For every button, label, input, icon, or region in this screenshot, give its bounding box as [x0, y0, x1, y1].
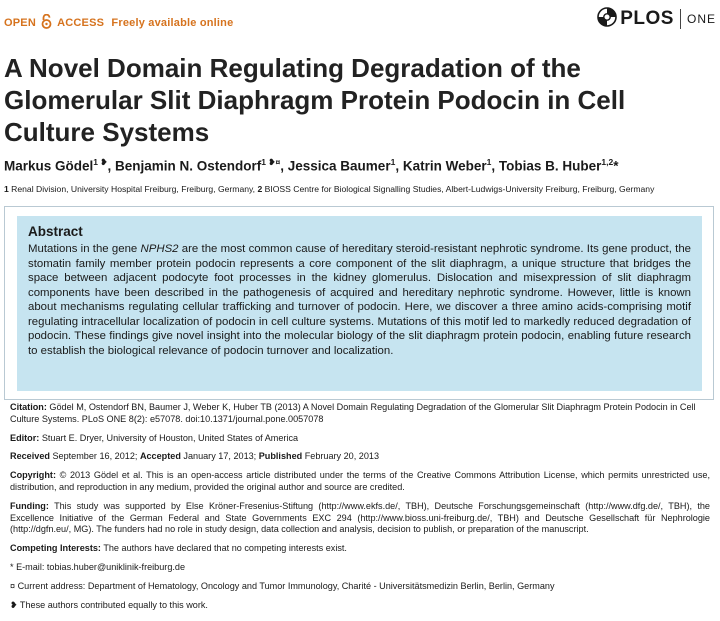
author-affil-mark: 1,2 — [601, 157, 614, 167]
author-affil-mark: 1 — [486, 157, 492, 167]
author-name: Jessica Baumer — [287, 158, 391, 174]
open-lock-icon — [41, 14, 52, 32]
open-label: OPEN — [4, 17, 36, 29]
affil-number: 2 — [257, 184, 263, 194]
author-affil-mark: 1 ❥ — [93, 157, 108, 167]
current-address: ¤ Current address: Department of Hematology, Oncology and Tumor Immunology, Charité - Universitätsmedizin Berlin, Berlin, Germany — [10, 580, 555, 591]
plos-logo-icon — [597, 7, 617, 32]
affiliations — [4, 184, 716, 194]
abstract-heading: Abstract — [28, 224, 83, 239]
author-name: Tobias B. Huber — [498, 158, 602, 174]
dates: Received September 16, 2012; Accepted January 17, 2013; Published February 20, 2013 — [10, 451, 380, 462]
one-wordmark: ONE — [686, 12, 716, 26]
open-access-badge — [4, 14, 233, 32]
article-title: A Novel Domain Regulating Degradation of the Glomerular Slit Diaphragm Protein Podocin in Cell Culture Systems — [4, 53, 626, 147]
article-metadata — [10, 400, 710, 611]
corresponding-email: * E-mail: tobias.huber@uniklinik-freiburg.de — [10, 561, 186, 572]
citation: Citation: Gödel M, Ostendorf BN, Baumer J, Weber K, Huber TB (2013) A Novel Domain Regulating Degradation of the Glomerular Slit Diaphragm Protein Podocin in Cell Culture Systems. PLoS ONE 8(2): e57078. doi:10.1371/journal.pone.0057078 — [10, 402, 696, 424]
plos-wordmark: PLOS — [620, 8, 674, 29]
logo-divider — [680, 9, 681, 29]
affil-text: Renal Division, University Hospital Freiburg, Freiburg, Germany, — [8, 184, 258, 194]
author-name: Markus Gödel — [4, 158, 94, 174]
author-affil-mark: 1 ❥¤ — [261, 157, 281, 167]
funding: Funding: This study was supported by Else Kröner-Fresenius-Stiftung (http://www.ekfs.de/, TBH), Deutsche Forschungsgemeinschaft (http://www.dfg.de/, TBH), the Excellence Initiative of the German Federal and State Governments EXC 294 (http://www.bioss.uni-freiburg.de/, TBH) and Deutsche Gesellschaft für Nephrologie (http://dgfn.eu/, MG). The funders had no role in study design, data collection and analysis, decision to publish, or preparation of the manuscript. — [10, 500, 710, 535]
equal-contribution-note: ❥ These authors contributed equally to this work. — [10, 599, 208, 610]
affil-number: 1 — [4, 184, 9, 194]
equal-contribution-icon: ❥ — [10, 599, 18, 610]
abstract-panel — [17, 216, 702, 391]
author-affil-mark: 1 — [390, 157, 396, 167]
freely-available-label: Freely available online — [111, 17, 234, 29]
access-label: ACCESS — [57, 17, 105, 29]
plos-one-logo — [597, 6, 716, 32]
journal-header — [4, 6, 716, 34]
gene-name: NPHS2 — [140, 243, 179, 255]
author-name: Benjamin N. Ostendorf — [115, 158, 262, 174]
abstract-box — [4, 206, 714, 400]
author-name: Katrin Weber — [402, 158, 487, 174]
author-list: Markus Gödel$^{1 ❥}$, Benjamin N. Ostendorf$^{1 ❥¤}$, Jessica Baumer$^1$, Katrin Weber$^1$, Tobias B. Huber$^{1,2}$* — [4, 157, 619, 174]
affil-text: BIOSS Centre for Biological Signalling Studies, Albert-Ludwigs-University Freiburg, Freiburg, Germany — [262, 184, 655, 194]
corresponding-mark: * — [613, 158, 619, 174]
editor: Editor: Stuart E. Dryer, University of Houston, United States of America — [10, 432, 299, 443]
copyright: Copyright: © 2013 Gödel et al. This is an open-access article distributed under the terms of the Creative Commons Attribution License, which permits unrestricted use, distribution, and reproduction in any medium, provided the original author and source are credited. — [10, 470, 710, 492]
competing-interests: Competing Interests: The authors have declared that no competing interests exist. — [10, 543, 347, 554]
abstract-text: Mutations in the gene NPHS2 are the most common cause of hereditary steroid-resistant nephrotic syndrome. Its gene product, the stomatin family member protein podocin represents a core component of the slit diaphragm, a unique structure that bridges the space between adjacent podocyte foot processes in the kidney glomerulus. Dislocation and misexpression of slit diaphragm components have been described in the pathogenesis of acquired and hereditary nephrotic syndrome. However, little is known about mechanisms regulating cellular trafficking and turnover of podocin. Here, we discover a three amino acids-comprising motif regulating intracellular localization of podocin in cell culture systems. Mutations of this motif led to markedly reduced degradation of podocin. These findings give novel insight into the molecular biology of the slit diaphragm protein podocin, enabling future research to establish the biological relevance of podocin turnover and localization. — [28, 243, 691, 357]
